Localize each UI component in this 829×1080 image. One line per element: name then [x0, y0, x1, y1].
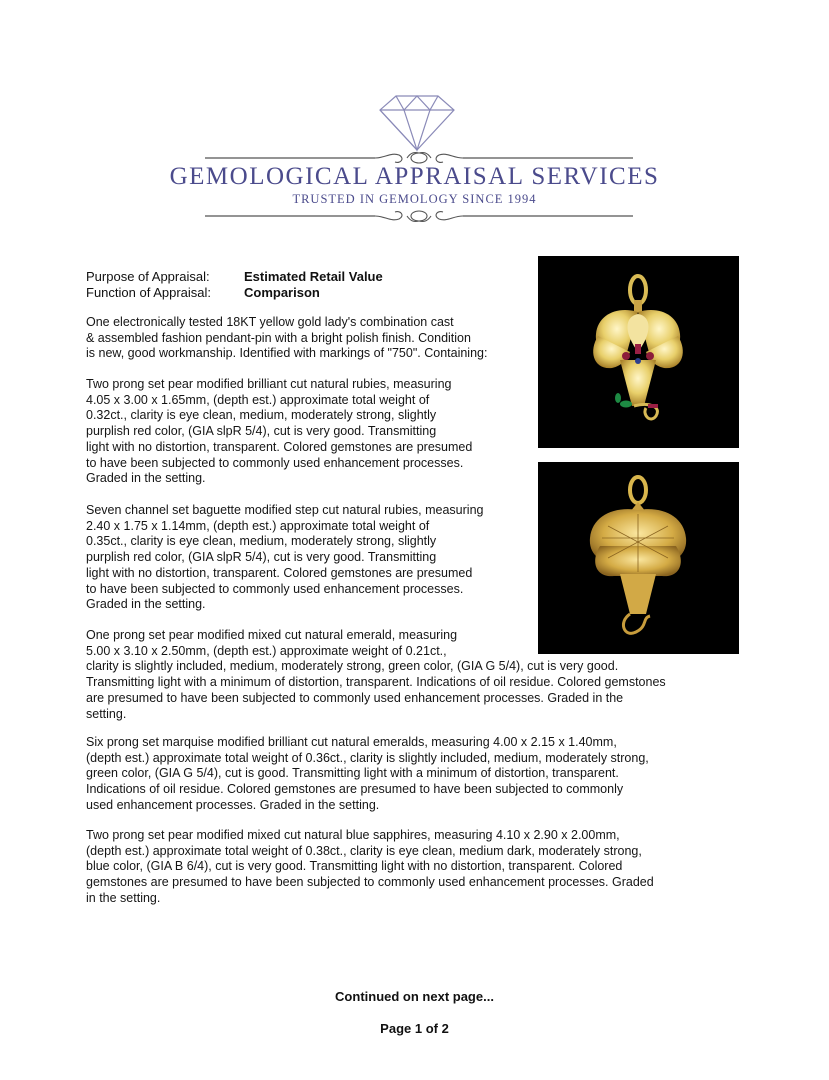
- stone-line: Six prong set marquise modified brilliant cut natural emeralds, measuring 4.00 x 2.15 x 1.40mm,: [86, 735, 617, 749]
- item-description: [86, 315, 531, 362]
- stone-paragraph-sapphires: [86, 828, 726, 907]
- stone-line: purplish red color, (GIA slpR 5/4), cut is very good. Transmitting: [86, 550, 437, 565]
- stone-line: Transmitting light with a minimum of distortion, transparent. Indications of oil residue. Colored gemstones: [86, 675, 666, 690]
- description-line: One electronically tested 18KT yellow gold lady's combination cast: [86, 315, 454, 329]
- stone-line: are presumed to have been subjected to commonly used enhancement processes. Graded in the: [86, 690, 624, 705]
- stone-paragraph-emeralds-marquise: [86, 735, 726, 814]
- continued-note: Continued on next page...: [335, 989, 494, 1004]
- pendant-photo-front: [538, 256, 739, 448]
- company-name: GEMOLOGICAL APPRAISAL SERVICES: [169, 163, 660, 190]
- stone-line: light with no distortion, transparent. Colored gemstones are presumed: [86, 565, 473, 580]
- stone-line: blue color, (GIA B 6/4), cut is very good. Transmitting light with no distortion, transparent. Colored: [86, 859, 623, 874]
- stone-line: gemstones are presumed to have been subjected to commonly used enhancement processes. Graded: [86, 875, 654, 890]
- stone-line: setting.: [86, 706, 127, 721]
- stone-paragraph-rubies-pear: [86, 377, 531, 487]
- stone-line: clarity is slightly included, medium, moderately strong, green color, (GIA G 5/4), cut is very good.: [86, 659, 619, 674]
- purpose-value: Estimated Retail Value: [244, 269, 383, 284]
- stone-line: (depth est.) approximate total weight of 0.36ct., clarity is slightly included, medium, moderately strong,: [86, 750, 649, 765]
- stone-line: Two prong set pear modified mixed cut natural blue sapphires, measuring 4.10 x 2.90 x 2.00mm,: [86, 828, 620, 842]
- stone-line: 4.05 x 3.00 x 1.65mm, (depth est.) approximate total weight of: [86, 392, 430, 407]
- pendant-front-illustration: [538, 256, 739, 448]
- stone-paragraph-rubies-baguette: [86, 503, 531, 613]
- description-line: is new, good workmanship. Identified with markings of "750". Containing:: [86, 346, 488, 361]
- stone-line: purplish red color, (GIA slpR 5/4), cut is very good. Transmitting: [86, 424, 437, 439]
- page-number: Page 1 of 2: [380, 1021, 449, 1036]
- company-tagline: TRUSTED IN GEMOLOGY SINCE 1994: [292, 192, 537, 206]
- stone-line: 5.00 x 3.10 x 2.50mm, (depth est.) approximate weight of 0.21ct.,: [86, 643, 447, 658]
- stone-line: 0.32ct., clarity is eye clean, medium, moderately strong, slightly: [86, 408, 437, 423]
- diamond-logo-icon: [376, 92, 458, 152]
- stone-line: 2.40 x 1.75 x 1.14mm, (depth est.) approximate total weight of: [86, 518, 430, 533]
- stone-line: in the setting.: [86, 890, 161, 905]
- function-value: Comparison: [244, 285, 320, 300]
- stone-line: Graded in the setting.: [86, 597, 206, 612]
- stone-line: Graded in the setting.: [86, 471, 206, 486]
- stone-line: (depth est.) approximate total weight of 0.38ct., clarity is eye clean, medium dark, moderately strong,: [86, 843, 642, 858]
- stone-line: Indications of oil residue. Colored gemstones are presumed to have been subjected to commonly: [86, 782, 624, 797]
- header-divider-bottom: [205, 205, 633, 225]
- pendant-back-illustration: [538, 462, 739, 654]
- stone-line: used enhancement processes. Graded in the setting.: [86, 797, 380, 812]
- stone-line: light with no distortion, transparent. Colored gemstones are presumed: [86, 439, 473, 454]
- stone-line: to have been subjected to commonly used enhancement processes.: [86, 581, 464, 596]
- pendant-photo-back: [538, 462, 739, 654]
- stone-line: One prong set pear modified mixed cut natural emerald, measuring: [86, 628, 458, 642]
- stone-line: to have been subjected to commonly used enhancement processes.: [86, 455, 464, 470]
- stone-line: 0.35ct., clarity is eye clean, medium, moderately strong, slightly: [86, 534, 437, 549]
- stone-line: green color, (GIA G 5/4), cut is good. Transmitting light with a minimum of distortion, transparent.: [86, 766, 619, 781]
- description-line: & assembled fashion pendant-pin with a bright polish finish. Condition: [86, 330, 471, 345]
- purpose-label: Purpose of Appraisal:: [86, 269, 210, 284]
- function-label: Function of Appraisal:: [86, 285, 212, 300]
- stone-line: Seven channel set baguette modified step cut natural rubies, measuring: [86, 503, 484, 517]
- stone-line: Two prong set pear modified brilliant cut natural rubies, measuring: [86, 377, 452, 391]
